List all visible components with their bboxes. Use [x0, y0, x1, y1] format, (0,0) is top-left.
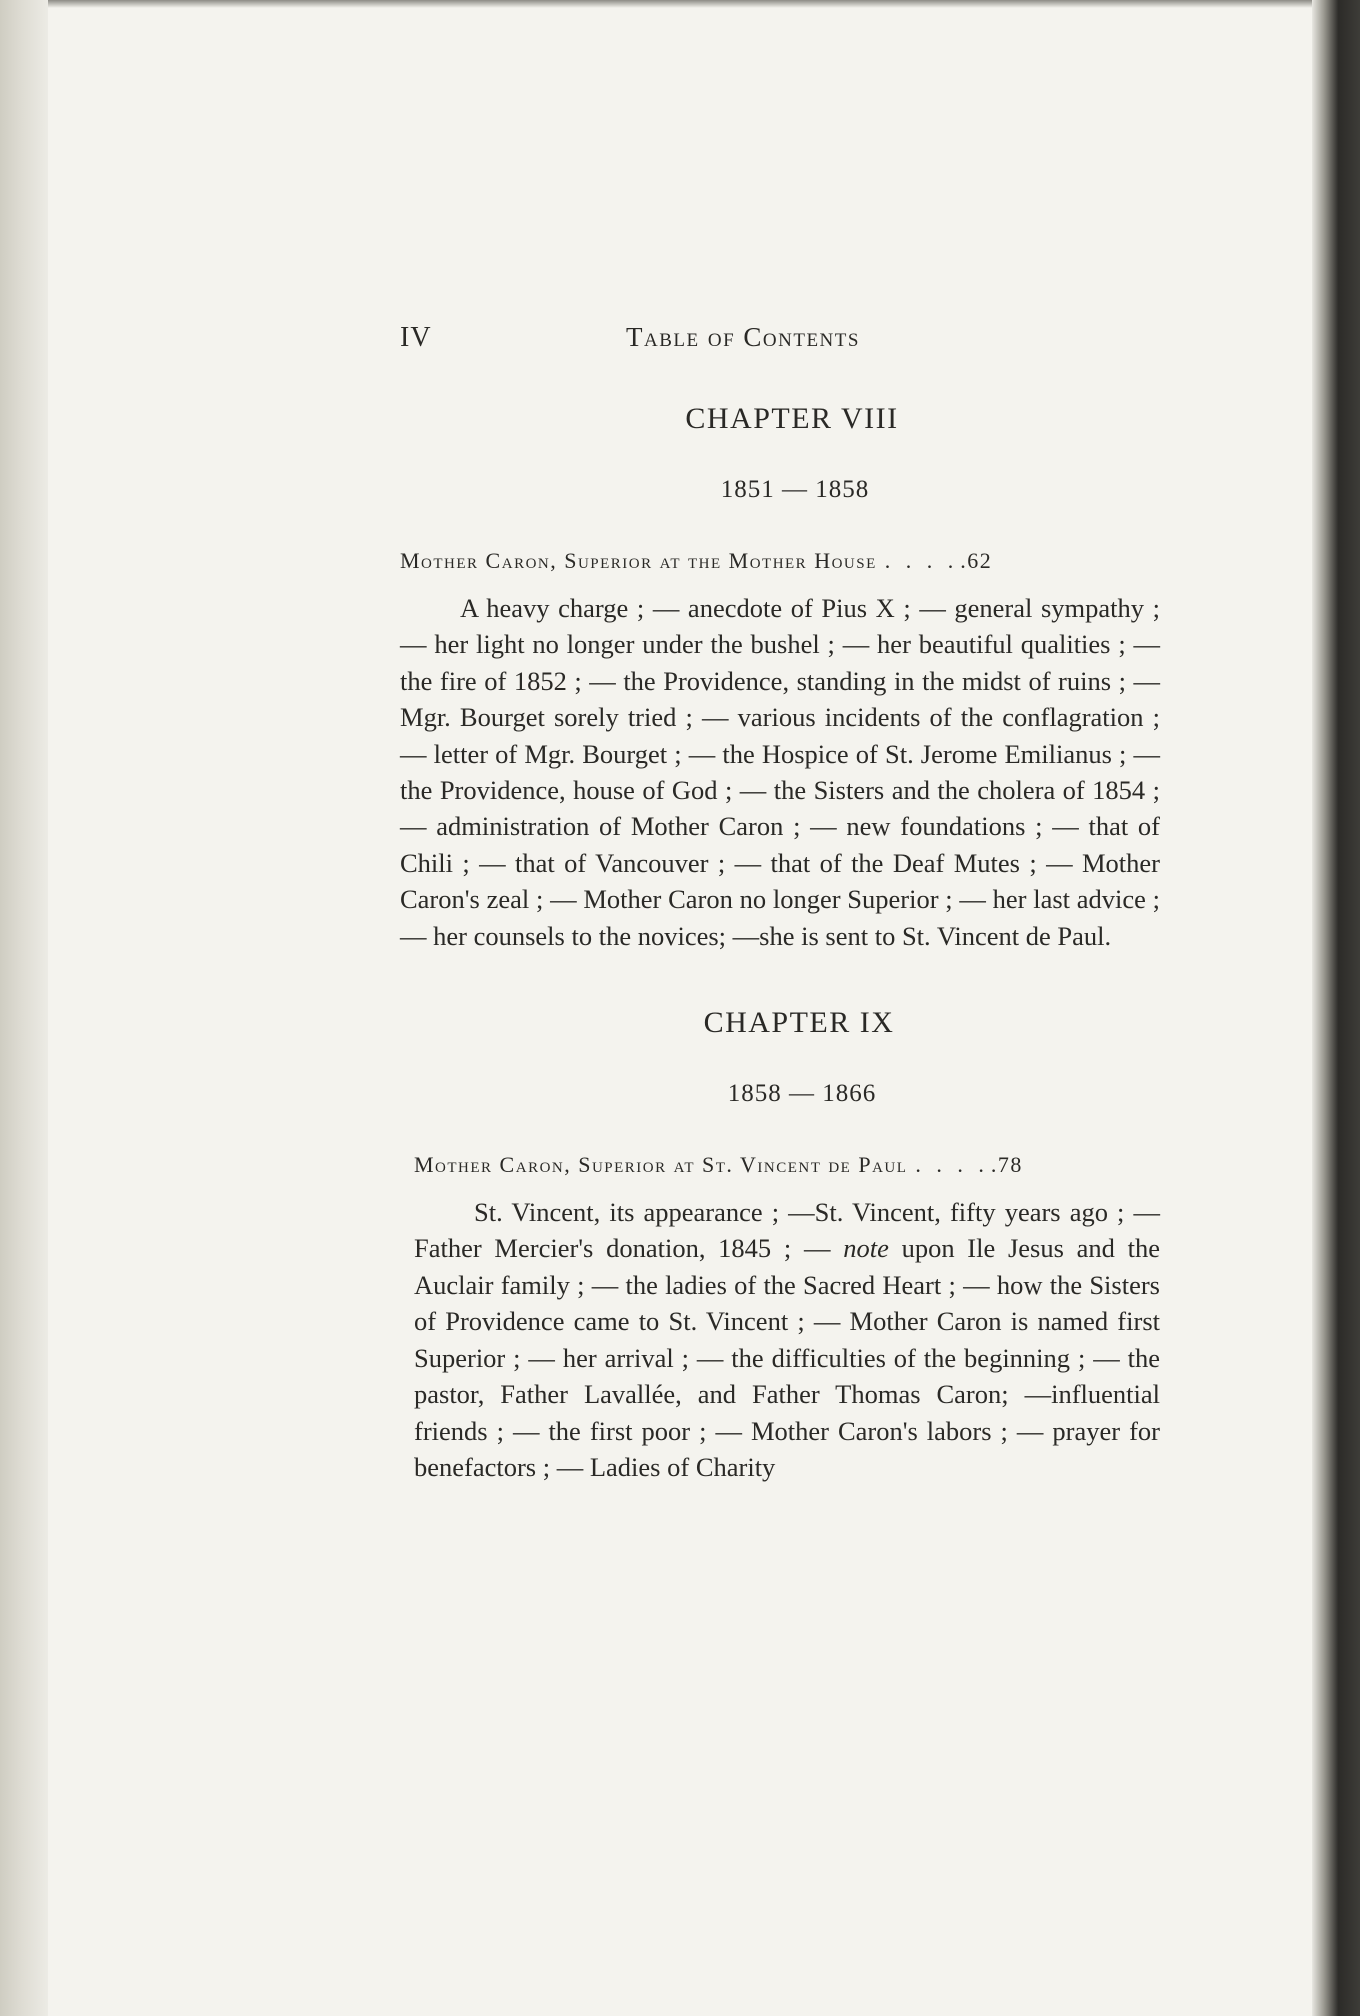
contents-entry: [414, 1152, 1160, 1178]
chapter-summary: [414, 1194, 1160, 1485]
chapter-summary: A heavy charge ; — anecdote of Pius X ; — general sympathy ; — her light no longer under the bushel ; — her beautiful qualities ; — the fire of 1852 ; — the Providence, standing in the midst of ruins ; — Mgr. Bourget sorely tried ; — various incidents of the conflagration ; — letter of Mgr. Bourget ; — the Hospice of St. Jerome Emilianus ; — the Providence, house of God ; — the Sisters and the cholera of 1854 ; — administration of Mother Caron ; — new foundations ; — that of Chili ; — that of Vancouver ; — that of the Deaf Mutes ; — Mother Caron's zeal ; — Mother Caron no longer Superior ; — her last advice ; — her counsels to the novices; —she is sent to St. Vincent de Paul.: [400, 593, 1160, 951]
page-content: [400, 318, 1160, 1512]
chapter-heading: CHAPTER IX: [703, 1006, 895, 1040]
right-page-edge: [1312, 0, 1360, 2016]
running-head-title: Table of Contents: [626, 322, 860, 352]
summary-text: St. Vincent, its appearance ; —St. Vincent, fifty years ago ; — Father Mercier's donation, 1845 ; —: [414, 1197, 1160, 1264]
entry-page-number: .62: [960, 548, 993, 573]
entry-title: Mother Caron, Superior at the Mother House: [400, 548, 877, 573]
chapter-years: 1858 — 1866: [727, 1080, 877, 1108]
entry-title: Mother Caron, Superior at St. Vincent de Paul: [414, 1152, 908, 1178]
left-binding-edge: [0, 0, 48, 2016]
contents-entry: [400, 548, 1160, 574]
entry-page-number: .78: [990, 1152, 1023, 1178]
chapter-years: 1851 — 1858: [720, 476, 870, 503]
page-number: IV: [400, 322, 432, 353]
top-page-edge: [0, 0, 1360, 8]
dot-leader: . . . .: [915, 1152, 989, 1178]
running-head: [400, 318, 1160, 358]
chapter-section: [414, 1006, 1160, 1485]
dot-leader: . . . .: [884, 548, 959, 573]
chapter-heading: CHAPTER VIII: [685, 402, 899, 435]
summary-text: upon Ile Jesus and the Auclair family ; — the ladies of the Sacred Heart ; — how the Sisters of Providence came to St. Vincent ; — Mother Caron is named first Superior ; — her arrival ; — the difficulties of the beginning ; — the pastor, Father Lavallée, and Father Thomas Caron; —influential friends ; — the first poor ; — Mother Caron's labors ; — prayer for benefactors ; — Ladies of Charity: [414, 1233, 1160, 1482]
note-word: note: [843, 1233, 889, 1264]
